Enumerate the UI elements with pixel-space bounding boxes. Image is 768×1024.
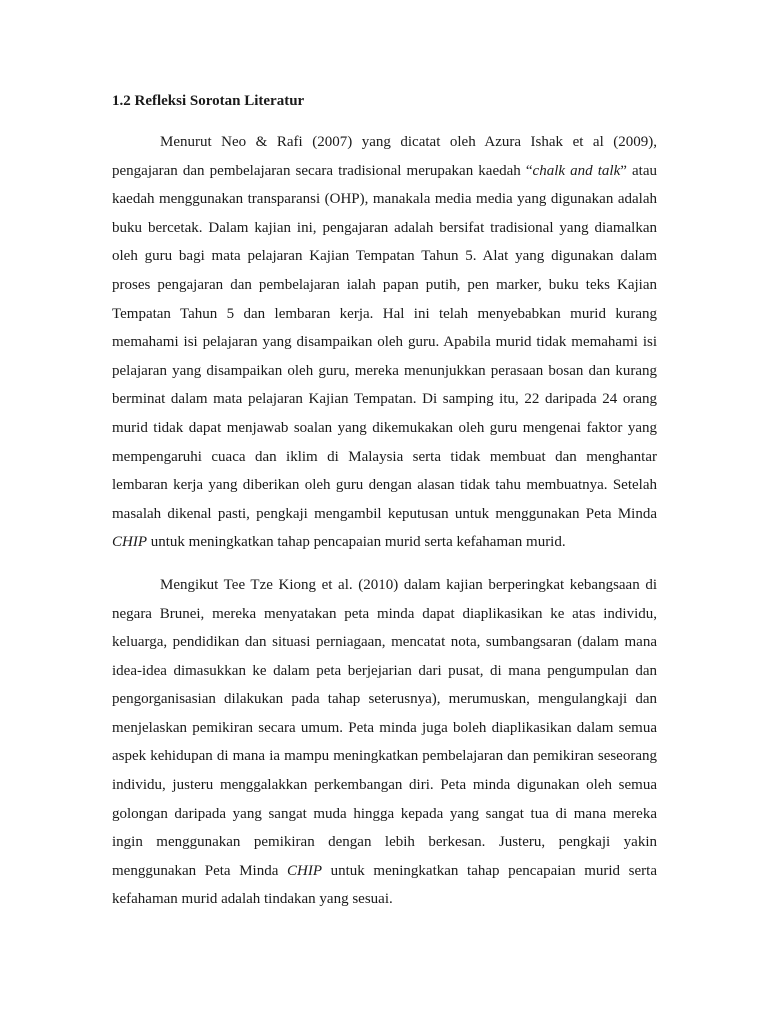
paragraph-2: [112, 571, 657, 914]
paragraph-1: [112, 128, 657, 557]
paragraph-1-italic-a: chalk and talk: [532, 162, 621, 179]
section-heading: 1.2 Refleksi Sorotan Literatur: [112, 93, 305, 109]
paragraph-2-text-a: Mengikut Tee Tze Kiong et al. (2010) dalam kajian berperingkat kebangsaan di negara Brunei, mereka menyatakan peta minda dapat diaplikasikan ke atas individu, keluarga, pendidikan dan situasi perniagaan, mencatat nota, sumbangsaran (dalam mana idea-idea dimasukkan ke dalam peta berjejarian dari pusat, di mana pengumpulan dan pengorganisasian dilakukan pada tahap seterusnya), merumuskan, mengulangkaji dan menjelaskan pemikiran secara umum. Peta minda juga boleh diaplikasikan dalam semua aspek kehidupan di mana ia mampu meningkatkan pembelajaran dan pemikiran seseorang individu, justeru menggalakkan perkembangan diri. Peta minda digunakan oleh semua golongan daripada yang sangat muda hingga kepada yang sangat tua di mana mereka ingin menggunakan pemikiran dengan lebih berkesan. Justeru, pengkaji yakin menggunakan Peta Minda: [112, 576, 657, 879]
paragraph-2-italic-a: CHIP: [287, 862, 323, 879]
paragraph-1-text-b: ” atau kaedah menggunakan transparansi (OHP), manakala media media yang digunakan adalah buku bercetak. Dalam kajian ini, pengajaran adalah bersifat tradisional yang diamalkan oleh guru bagi mata pelajaran Kajian Tempatan Tahun 5. Alat yang digunakan dalam proses pengajaran dan pembelajaran ialah papan putih, pen marker, buku teks Kajian Tempatan Tahun 5 dan lembaran kerja. Hal ini telah menyebabkan murid kurang memahami isi pelajaran yang disampaikan oleh guru. Apabila murid tidak memahami isi pelajaran yang disampaikan oleh guru, mereka menunjukkan perasaan bosan dan kurang berminat dalam mata pelajaran Kajian Tempatan. Di samping itu, 22 daripada 24 orang murid tidak dapat menjawab soalan yang dikemukakan oleh guru mengenai faktor yang mempengaruhi cuaca dan iklim di Malaysia serta tidak membuat dan menghantar lembaran kerja yang diberikan oleh guru dengan alasan tidak tahu membuatnya. Setelah masalah dikenal pasti, pengkaji mengambil keputusan untuk menggunakan Peta Minda: [112, 162, 657, 522]
paragraph-2-text-b: untuk meningkatkan tahap pencapaian murid serta kefahaman murid adalah tindakan yang sesuai.: [112, 862, 657, 908]
paragraph-1-italic-b: CHIP: [112, 534, 147, 551]
paragraph-1-text-c: untuk meningkatkan tahap pencapaian murid serta kefahaman murid.: [147, 534, 566, 551]
document-page: [112, 90, 657, 928]
paragraph-1-text-a: Menurut Neo & Rafi (2007) yang dicatat oleh Azura Ishak et al (2009), pengajaran dan pembelajaran secara tradisional merupakan kaedah “: [112, 134, 657, 179]
